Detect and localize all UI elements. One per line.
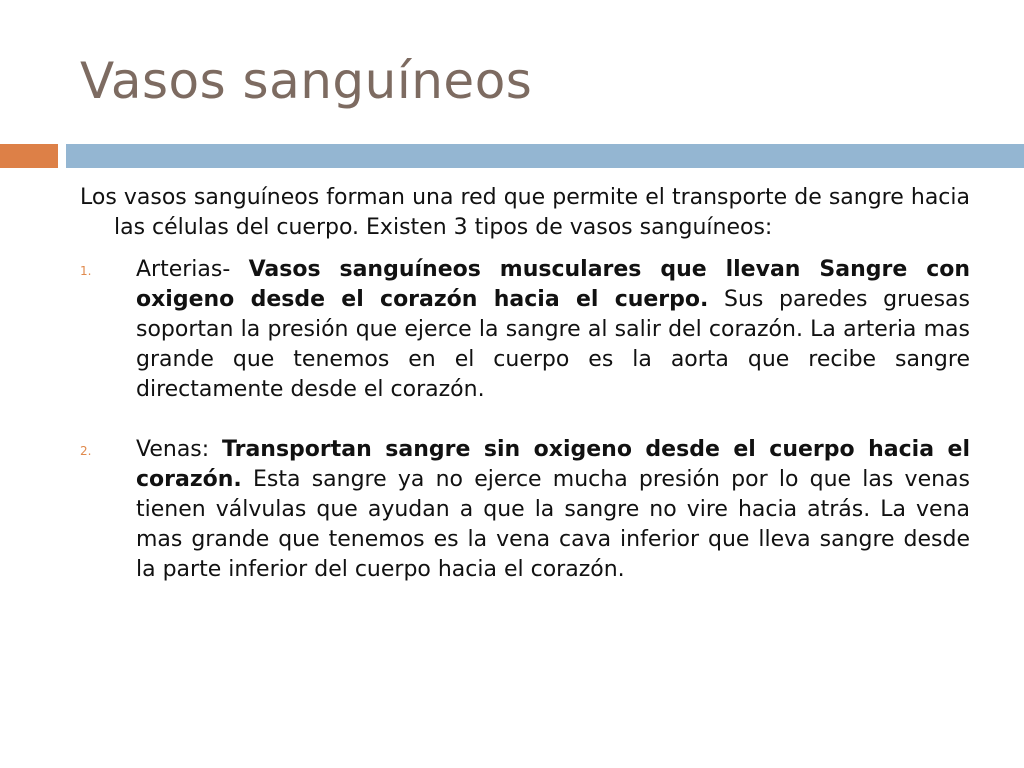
- slide-body: [80, 183, 970, 585]
- item-text: Sus paredes gruesas soportan la presión que ejerce la sangre al salir del corazón. La arteria mas grande que tenemos en el cuerpo es la aorta que recibe sangre directamente desde el corazón.: [136, 287, 970, 402]
- list-number: 1.: [80, 264, 92, 278]
- item-text: Esta sangre ya no ejerce mucha presión por lo que las venas tienen válvulas que ayudan a que la sangre no vire hacia atrás. La vena mas grande que tenemos es la vena cava inferior que lleva sangre desde la parte inferior del cuerpo hacia el corazón.: [136, 467, 970, 582]
- list-item-venas: [80, 435, 970, 585]
- title-divider-bar: [66, 144, 1024, 168]
- item-lead: Arterias-: [136, 257, 249, 282]
- title-accent-bar: [0, 144, 58, 168]
- list-number: 2.: [80, 444, 92, 458]
- item-bold-text: Vasos sanguíneos musculares que llevan Sangre con oxigeno desde el corazón hacia el cuerpo.: [136, 257, 971, 312]
- list-item-arterias: [80, 255, 970, 405]
- item-lead: Venas:: [136, 437, 222, 462]
- intro-paragraph: Los vasos sanguíneos forman una red que permite el transporte de sangre hacia las células del cuerpo. Existen 3 tipos de vasos sanguíneos:: [80, 185, 970, 240]
- item-bold-text: Transportan sangre sin oxigeno desde el cuerpo hacia el corazón.: [136, 437, 971, 492]
- slide-title: Vasos sanguíneos: [80, 52, 533, 110]
